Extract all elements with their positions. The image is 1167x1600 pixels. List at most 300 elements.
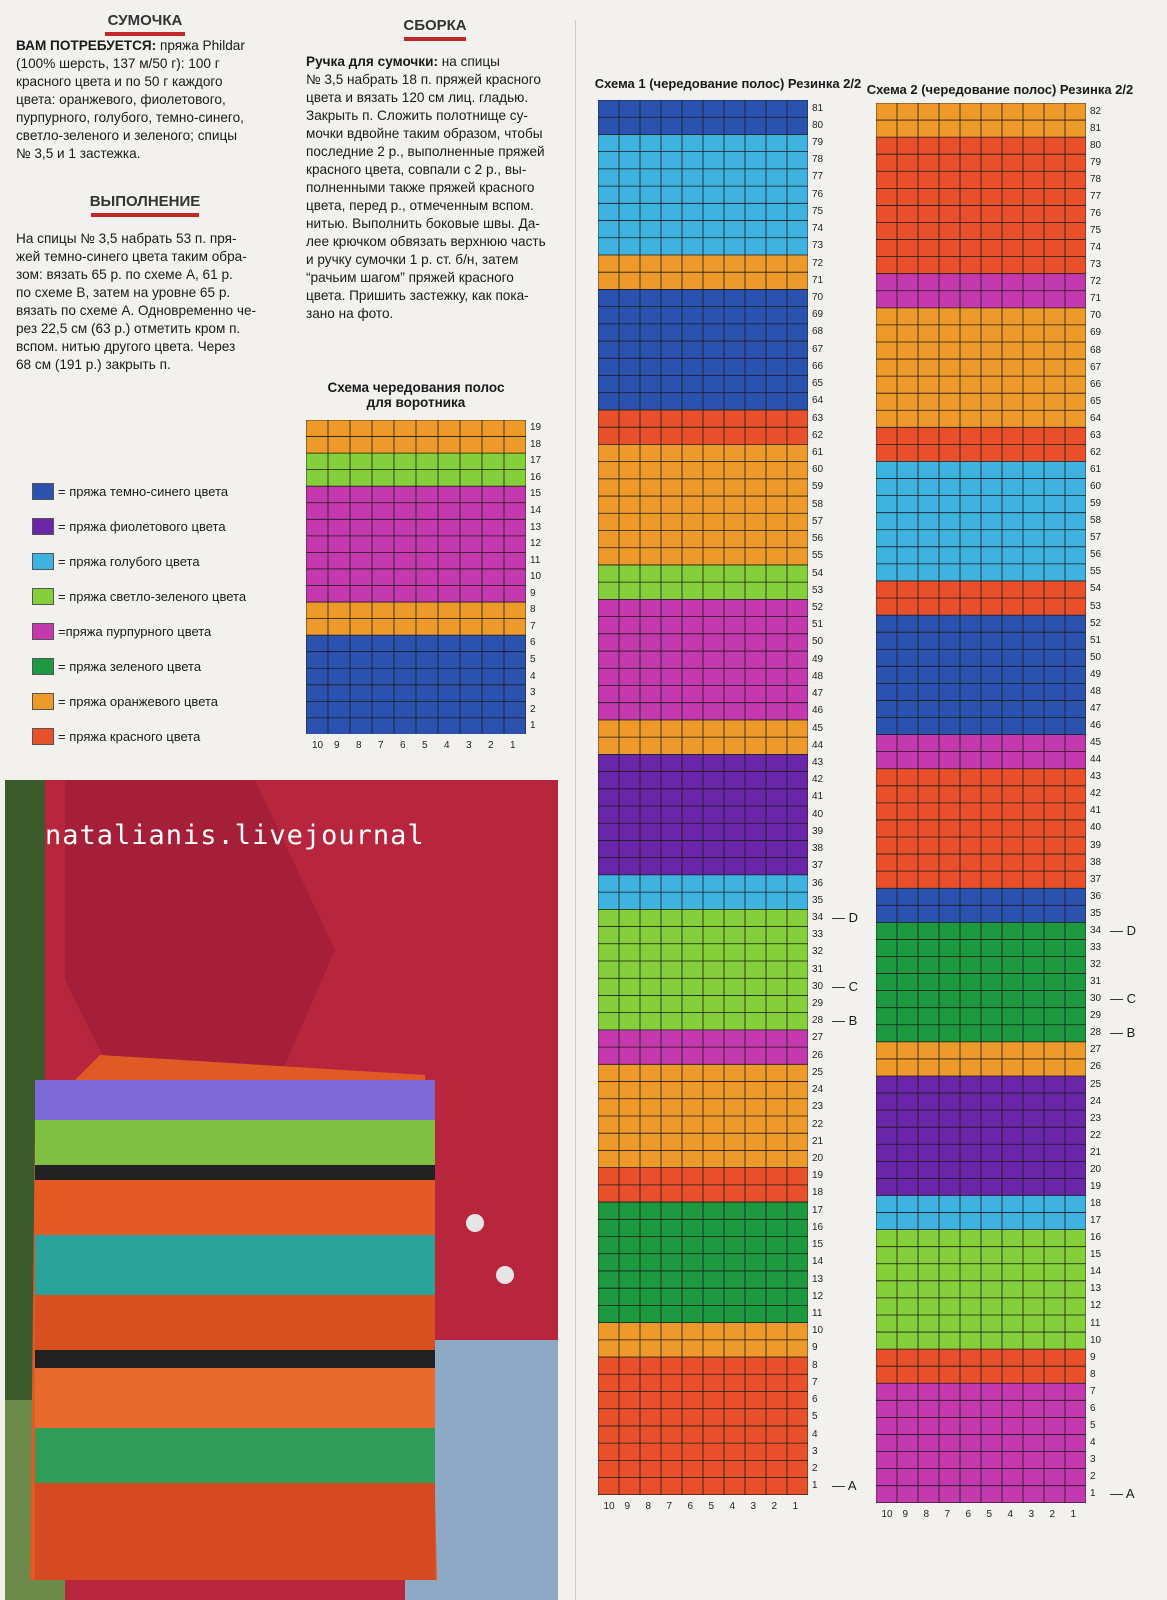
- title-underline: [91, 213, 199, 217]
- row-number: 72: [1090, 276, 1102, 288]
- row-number: 14: [530, 505, 542, 517]
- row-number: 2: [1090, 1471, 1096, 1483]
- row-number: 18: [530, 438, 542, 450]
- execution-title-text: ВЫПОЛНЕНИЕ: [89, 193, 201, 210]
- row-number: 42: [1090, 788, 1102, 800]
- column-number: 3: [1028, 1508, 1035, 1520]
- column-number: 10: [312, 740, 324, 752]
- row-number: 23: [812, 1101, 824, 1113]
- row-number: 35: [812, 894, 824, 906]
- title-underline: [105, 32, 185, 36]
- column-number: 8: [645, 1500, 652, 1512]
- row-number: 54: [812, 567, 824, 579]
- row-number: 33: [1090, 941, 1102, 953]
- column-number: 9: [334, 740, 340, 752]
- legend-swatch: [32, 588, 54, 605]
- row-number: 71: [812, 274, 824, 286]
- row-number: 56: [1090, 549, 1102, 561]
- assembly-line: лее крючком обвязать верхнюю часть: [306, 234, 546, 249]
- row-number: 45: [1090, 737, 1102, 749]
- row-number: 76: [812, 188, 824, 200]
- legend-swatch: [32, 518, 54, 535]
- column-number: 6: [400, 740, 406, 752]
- row-number: 22: [812, 1118, 824, 1130]
- row-number: 73: [812, 240, 824, 252]
- row-number: 3: [1090, 1454, 1096, 1466]
- row-number: 53: [1090, 600, 1102, 612]
- row-number: 51: [1090, 634, 1102, 646]
- row-number: 49: [1090, 668, 1102, 680]
- row-number: 7: [1090, 1385, 1096, 1397]
- row-number: 50: [1090, 651, 1102, 663]
- column-number: 4: [444, 740, 450, 752]
- execution-line: 68 см (191 р.) закрыть п.: [16, 357, 171, 372]
- row-number: 81: [1090, 122, 1102, 134]
- row-number: 18: [1090, 1198, 1102, 1209]
- row-number: 15: [1090, 1249, 1102, 1261]
- row-number: 20: [812, 1153, 824, 1165]
- row-number: 62: [1090, 446, 1102, 458]
- row-number: 69: [1090, 327, 1102, 339]
- row-number: 82: [1090, 105, 1102, 117]
- row-number: 26: [812, 1049, 824, 1061]
- row-number: 24: [812, 1084, 824, 1096]
- legend-item: [32, 691, 218, 711]
- legend-swatch: [32, 553, 54, 570]
- execution-line: На спицы № 3,5 набрать 53 п. пря-: [16, 231, 237, 246]
- row-number: 57: [812, 515, 824, 527]
- row-number: 78: [1090, 173, 1102, 185]
- row-number: 10: [1090, 1334, 1102, 1346]
- title-underline: [404, 37, 466, 41]
- row-number: 38: [1090, 856, 1102, 868]
- column-number: 5: [986, 1508, 993, 1520]
- row-number: 64: [1090, 412, 1102, 424]
- legend-item: [32, 586, 246, 606]
- row-marker: — B: [1110, 1025, 1136, 1041]
- row-number: 15: [812, 1239, 824, 1251]
- row-number: 7: [812, 1376, 818, 1388]
- row-number: 74: [812, 223, 824, 235]
- legend-swatch: [32, 483, 54, 500]
- row-number: 80: [812, 119, 824, 131]
- row-number: 1: [1090, 1488, 1096, 1500]
- row-number: 13: [530, 521, 542, 533]
- row-marker: — B: [832, 1013, 858, 1029]
- row-number: 24: [1090, 1095, 1102, 1107]
- row-number: 17: [812, 1204, 824, 1216]
- row-number: 40: [812, 808, 824, 820]
- execution-block: [16, 230, 276, 374]
- row-number: 8: [1090, 1368, 1096, 1380]
- scheme2-title: Схема 2 (чередование полос) Резинка 2/2: [866, 82, 1134, 97]
- row-number: 58: [812, 498, 824, 510]
- bag-photo: [5, 780, 558, 1600]
- row-number: 62: [812, 429, 824, 441]
- row-number: 41: [1090, 805, 1102, 817]
- row-number: 44: [1090, 754, 1102, 766]
- row-number: 80: [1090, 139, 1102, 151]
- legend-swatch: [32, 623, 54, 640]
- row-number: 44: [812, 739, 824, 751]
- assembly-line: на спицы: [441, 54, 500, 69]
- assembly-line: и ручку сумочки 1 р. ст. б/н, затем: [306, 252, 519, 267]
- row-number: 65: [1090, 395, 1102, 407]
- row-number: 73: [1090, 259, 1102, 271]
- row-number: 32: [812, 946, 824, 958]
- row-number: 65: [812, 378, 824, 390]
- row-marker: — A: [1110, 1486, 1135, 1502]
- legend-swatch: [32, 658, 54, 675]
- row-number: 54: [1090, 583, 1102, 595]
- row-number: 27: [812, 1032, 824, 1044]
- row-number: 52: [812, 601, 824, 613]
- row-number: 42: [812, 774, 824, 786]
- row-number: 57: [1090, 532, 1102, 544]
- column-number: 5: [422, 740, 428, 752]
- legend-label: =пряжа пурпурного цвета: [58, 623, 212, 639]
- row-number: 6: [530, 637, 536, 649]
- row-number: 48: [1090, 685, 1102, 697]
- row-number: 14: [1090, 1266, 1102, 1278]
- column-number: 1: [1070, 1508, 1077, 1520]
- collar-title-line: для воротника: [366, 395, 466, 410]
- row-number: 19: [812, 1170, 824, 1182]
- row-number: 43: [1090, 771, 1102, 783]
- row-number: 21: [1090, 1146, 1102, 1158]
- row-number: 11: [530, 554, 541, 566]
- column-number: 9: [902, 1508, 909, 1520]
- row-number: 47: [1090, 702, 1102, 714]
- row-number: 63: [1090, 429, 1102, 441]
- watermark: natalianis.livejournal: [45, 820, 425, 851]
- row-number: 37: [812, 860, 824, 872]
- row-number: 14: [812, 1256, 824, 1268]
- execution-title: [85, 193, 205, 217]
- column-number: 3: [466, 740, 472, 752]
- row-number: 77: [812, 171, 824, 183]
- assembly-line: “рачьим шагом” пряжей красного: [306, 270, 514, 285]
- row-marker: — D: [832, 909, 858, 925]
- materials-line: пурпурного, голубого, темно-синего,: [16, 110, 244, 125]
- row-number: 4: [530, 670, 536, 682]
- legend-item: [32, 621, 211, 641]
- row-number: 28: [1090, 1027, 1102, 1039]
- row-number: 46: [812, 705, 824, 717]
- row-number: 12: [812, 1290, 824, 1302]
- row-number: 60: [812, 464, 824, 476]
- legend-label: = пряжа красного цвета: [58, 728, 201, 744]
- row-number: 39: [1090, 839, 1102, 851]
- row-number: 25: [812, 1066, 824, 1078]
- row-number: 29: [812, 998, 824, 1010]
- row-number: 61: [812, 447, 824, 458]
- row-number: 4: [812, 1428, 818, 1440]
- row-number: 30: [812, 980, 824, 992]
- assembly-line: цвета. Пришить застежку, как пока-: [306, 288, 529, 303]
- row-number: 9: [812, 1342, 818, 1354]
- row-number: 60: [1090, 481, 1102, 493]
- column-number: 1: [510, 740, 516, 752]
- row-number: 72: [812, 257, 824, 269]
- materials-block: [16, 37, 276, 163]
- row-number: 76: [1090, 207, 1102, 219]
- row-number: 68: [812, 326, 824, 338]
- row-number: 16: [812, 1221, 824, 1233]
- row-number: 1: [530, 720, 536, 732]
- row-number: 17: [1090, 1215, 1102, 1227]
- row-number: 47: [812, 688, 824, 700]
- row-number: 5: [812, 1411, 818, 1423]
- row-number: 20: [1090, 1163, 1102, 1175]
- execution-line: по схеме В, затем на уровне 65 р.: [16, 285, 231, 300]
- assembly-line: последние 2 р., выполненные пряжей: [306, 144, 545, 159]
- column-number: 5: [708, 1500, 715, 1512]
- legend-label: = пряжа голубого цвета: [58, 553, 200, 569]
- column-number: 6: [687, 1500, 694, 1512]
- row-number: 12: [530, 538, 542, 550]
- row-number: 34: [1090, 924, 1102, 936]
- row-number: 39: [812, 825, 824, 837]
- row-number: 52: [1090, 617, 1102, 629]
- row-number: 34: [812, 911, 824, 923]
- row-number: 18: [812, 1187, 824, 1199]
- row-number: 40: [1090, 822, 1102, 834]
- column-number: 2: [771, 1500, 778, 1512]
- assembly-line: полненными также пряжей красного: [306, 180, 535, 195]
- materials-line: цвета: оранжевого, фиолетового,: [16, 92, 226, 107]
- legend-item: [32, 551, 200, 571]
- legend-swatch: [32, 728, 54, 745]
- legend-item: [32, 656, 201, 676]
- row-number: 5: [530, 653, 536, 665]
- stripe-grid: [306, 420, 526, 734]
- row-number: 21: [812, 1135, 824, 1147]
- materials-line: красного цвета и по 50 г каждого: [16, 74, 223, 89]
- row-number: 9: [530, 587, 536, 599]
- row-number: 78: [812, 154, 824, 166]
- column-divider: [575, 20, 576, 1600]
- row-number: 7: [530, 620, 536, 632]
- row-number: 59: [812, 481, 824, 493]
- row-marker: — C: [1110, 991, 1136, 1007]
- materials-line: (100% шерсть, 137 м/50 г): 100 г: [16, 56, 220, 71]
- row-number: 13: [1090, 1283, 1102, 1295]
- row-number: 77: [1090, 190, 1102, 202]
- bag-body: [30, 1055, 437, 1580]
- row-number: 4: [1090, 1436, 1096, 1448]
- row-number: 43: [812, 756, 824, 768]
- row-number: 31: [812, 963, 824, 975]
- materials-line: № 3,5 и 1 застежка.: [16, 146, 141, 161]
- row-number: 79: [1090, 156, 1102, 168]
- row-number: 81: [812, 102, 824, 114]
- row-number: 15: [530, 488, 542, 500]
- row-number: 6: [1090, 1402, 1096, 1414]
- row-number: 51: [812, 619, 824, 631]
- row-number: 9: [1090, 1351, 1096, 1363]
- row-number: 41: [812, 791, 824, 803]
- column-number: 1: [792, 1500, 799, 1512]
- row-number: 30: [1090, 993, 1102, 1005]
- row-number: 31: [1090, 976, 1102, 988]
- legend-item: [32, 516, 226, 536]
- row-number: 64: [812, 395, 824, 407]
- assembly-line: мочки вдвойне таким образом, чтобы: [306, 126, 543, 141]
- row-marker: — A: [832, 1478, 857, 1494]
- row-number: 70: [812, 292, 824, 304]
- row-number: 45: [812, 722, 824, 734]
- stripe-grid: [876, 103, 1086, 1503]
- row-number: 69: [812, 309, 824, 321]
- legend-swatch: [32, 693, 54, 710]
- row-number: 1: [812, 1480, 818, 1492]
- row-number: 71: [1090, 293, 1102, 305]
- column-number: 7: [378, 740, 384, 752]
- legend-label: = пряжа оранжевого цвета: [58, 693, 219, 709]
- row-number: 68: [1090, 344, 1102, 356]
- row-number: 66: [1090, 378, 1102, 390]
- assembly-title-text: СБОРКА: [403, 17, 467, 34]
- stripe-grid: [598, 100, 808, 1495]
- row-number: 17: [530, 455, 542, 467]
- row-number: 22: [1090, 1129, 1102, 1141]
- row-marker: — C: [832, 978, 858, 994]
- row-number: 36: [812, 877, 824, 889]
- row-number: 11: [812, 1308, 823, 1319]
- row-number: 75: [1090, 225, 1102, 237]
- row-number: 12: [1090, 1300, 1102, 1312]
- column-number: 3: [750, 1500, 757, 1512]
- row-number: 61: [1090, 464, 1102, 475]
- legend-item: [32, 481, 228, 501]
- scheme1-title: Схема 1 (чередование полос) Резинка 2/2: [594, 76, 862, 91]
- column-number: 9: [624, 1500, 631, 1512]
- row-number: 8: [530, 604, 536, 616]
- bag-title-text: СУМОЧКА: [107, 12, 183, 29]
- row-number: 56: [812, 533, 824, 545]
- row-number: 10: [812, 1325, 824, 1337]
- assembly-line: красного цвета, совпали с 2 р., вы-: [306, 162, 527, 177]
- materials-lead: ВАМ ПОТРЕБУЕТСЯ:: [16, 38, 157, 53]
- row-number: 2: [530, 703, 536, 715]
- row-number: 79: [812, 137, 824, 149]
- row-number: 67: [1090, 361, 1102, 373]
- row-number: 49: [812, 653, 824, 665]
- column-number: 6: [965, 1508, 972, 1520]
- assembly-line: цвета и вязать 120 см лиц. гладью.: [306, 90, 529, 105]
- legend-label: = пряжа светло-зеленого цвета: [58, 588, 247, 604]
- row-number: 35: [1090, 907, 1102, 919]
- row-number: 46: [1090, 720, 1102, 732]
- row-number: 75: [812, 205, 824, 217]
- handle-lead: Ручка для сумочки:: [306, 54, 438, 69]
- column-number: 2: [488, 740, 494, 752]
- row-number: 37: [1090, 873, 1102, 885]
- row-number: 58: [1090, 515, 1102, 527]
- collar-chart-title: [316, 380, 516, 410]
- assembly-block: [306, 53, 568, 323]
- row-number: 16: [1090, 1232, 1102, 1244]
- row-number: 8: [812, 1359, 818, 1371]
- column-number: 4: [1007, 1508, 1014, 1520]
- column-number: 7: [666, 1500, 673, 1512]
- row-number: 50: [812, 636, 824, 648]
- assembly-line: нитью. Выполнить боковые швы. Да-: [306, 216, 540, 231]
- column-number: 8: [356, 740, 362, 752]
- row-number: 63: [812, 412, 824, 424]
- legend-label: = пряжа фиолетового цвета: [58, 518, 226, 534]
- row-number: 10: [530, 571, 542, 583]
- row-marker: — D: [1110, 922, 1136, 938]
- assembly-title: [400, 17, 470, 41]
- assembly-line: зано на фото.: [306, 306, 394, 321]
- row-number: 70: [1090, 310, 1102, 322]
- execution-line: вязать по схеме А. Одновременно че-: [16, 303, 257, 318]
- row-number: 66: [812, 360, 824, 372]
- execution-line: рез 22,5 см (63 р.) отметить кром п.: [16, 321, 241, 336]
- row-number: 48: [812, 670, 824, 682]
- row-number: 25: [1090, 1078, 1102, 1090]
- bag-title: [100, 12, 190, 36]
- row-number: 67: [812, 343, 824, 355]
- row-number: 28: [812, 1015, 824, 1027]
- row-number: 3: [812, 1445, 818, 1457]
- legend-label: = пряжа зеленого цвета: [58, 658, 202, 674]
- row-number: 36: [1090, 890, 1102, 902]
- row-number: 53: [812, 584, 824, 596]
- legend-label: = пряжа темно-синего цвета: [58, 483, 229, 499]
- column-number: 2: [1049, 1508, 1056, 1520]
- row-number: 55: [1090, 566, 1102, 578]
- row-number: 59: [1090, 498, 1102, 510]
- column-number: 4: [729, 1500, 736, 1512]
- row-number: 55: [812, 550, 824, 562]
- row-number: 27: [1090, 1044, 1102, 1056]
- row-number: 19: [530, 422, 542, 434]
- row-number: 26: [1090, 1061, 1102, 1073]
- row-number: 38: [812, 843, 824, 855]
- materials-line: пряжа Phildar: [160, 38, 245, 53]
- row-number: 3: [530, 687, 536, 699]
- column-number: 7: [944, 1508, 951, 1520]
- assembly-line: Закрыть п. Сложить полотнище су-: [306, 108, 528, 123]
- row-number: 6: [812, 1394, 818, 1406]
- row-number: 23: [1090, 1112, 1102, 1124]
- row-number: 29: [1090, 1010, 1102, 1022]
- column-number: 10: [881, 1508, 893, 1520]
- row-number: 5: [1090, 1419, 1096, 1431]
- assembly-line: № 3,5 набрать 18 п. пряжей красного: [306, 72, 541, 87]
- row-number: 13: [812, 1273, 824, 1285]
- execution-line: вспом. нитью другого цвета. Через: [16, 339, 236, 354]
- row-number: 74: [1090, 242, 1102, 254]
- column-number: 8: [923, 1508, 930, 1520]
- execution-line: зом: вязать 65 р. по схеме А, 61 р.: [16, 267, 233, 282]
- execution-line: жей темно-синего цвета таким обра-: [16, 249, 247, 264]
- row-number: 2: [812, 1462, 818, 1474]
- collar-title-line: Схема чередования полос: [327, 380, 505, 395]
- row-number: 16: [530, 471, 542, 483]
- column-number: 10: [603, 1500, 615, 1512]
- legend-item: [32, 726, 200, 746]
- bag-photo-illustration: [5, 780, 558, 1600]
- row-number: 19: [1090, 1180, 1102, 1192]
- assembly-line: цвета, перед р., отмеченным вспом.: [306, 198, 534, 213]
- materials-line: светло-зеленого и зеленого; спицы: [16, 128, 238, 143]
- row-number: 32: [1090, 959, 1102, 971]
- row-number: 11: [1090, 1317, 1101, 1329]
